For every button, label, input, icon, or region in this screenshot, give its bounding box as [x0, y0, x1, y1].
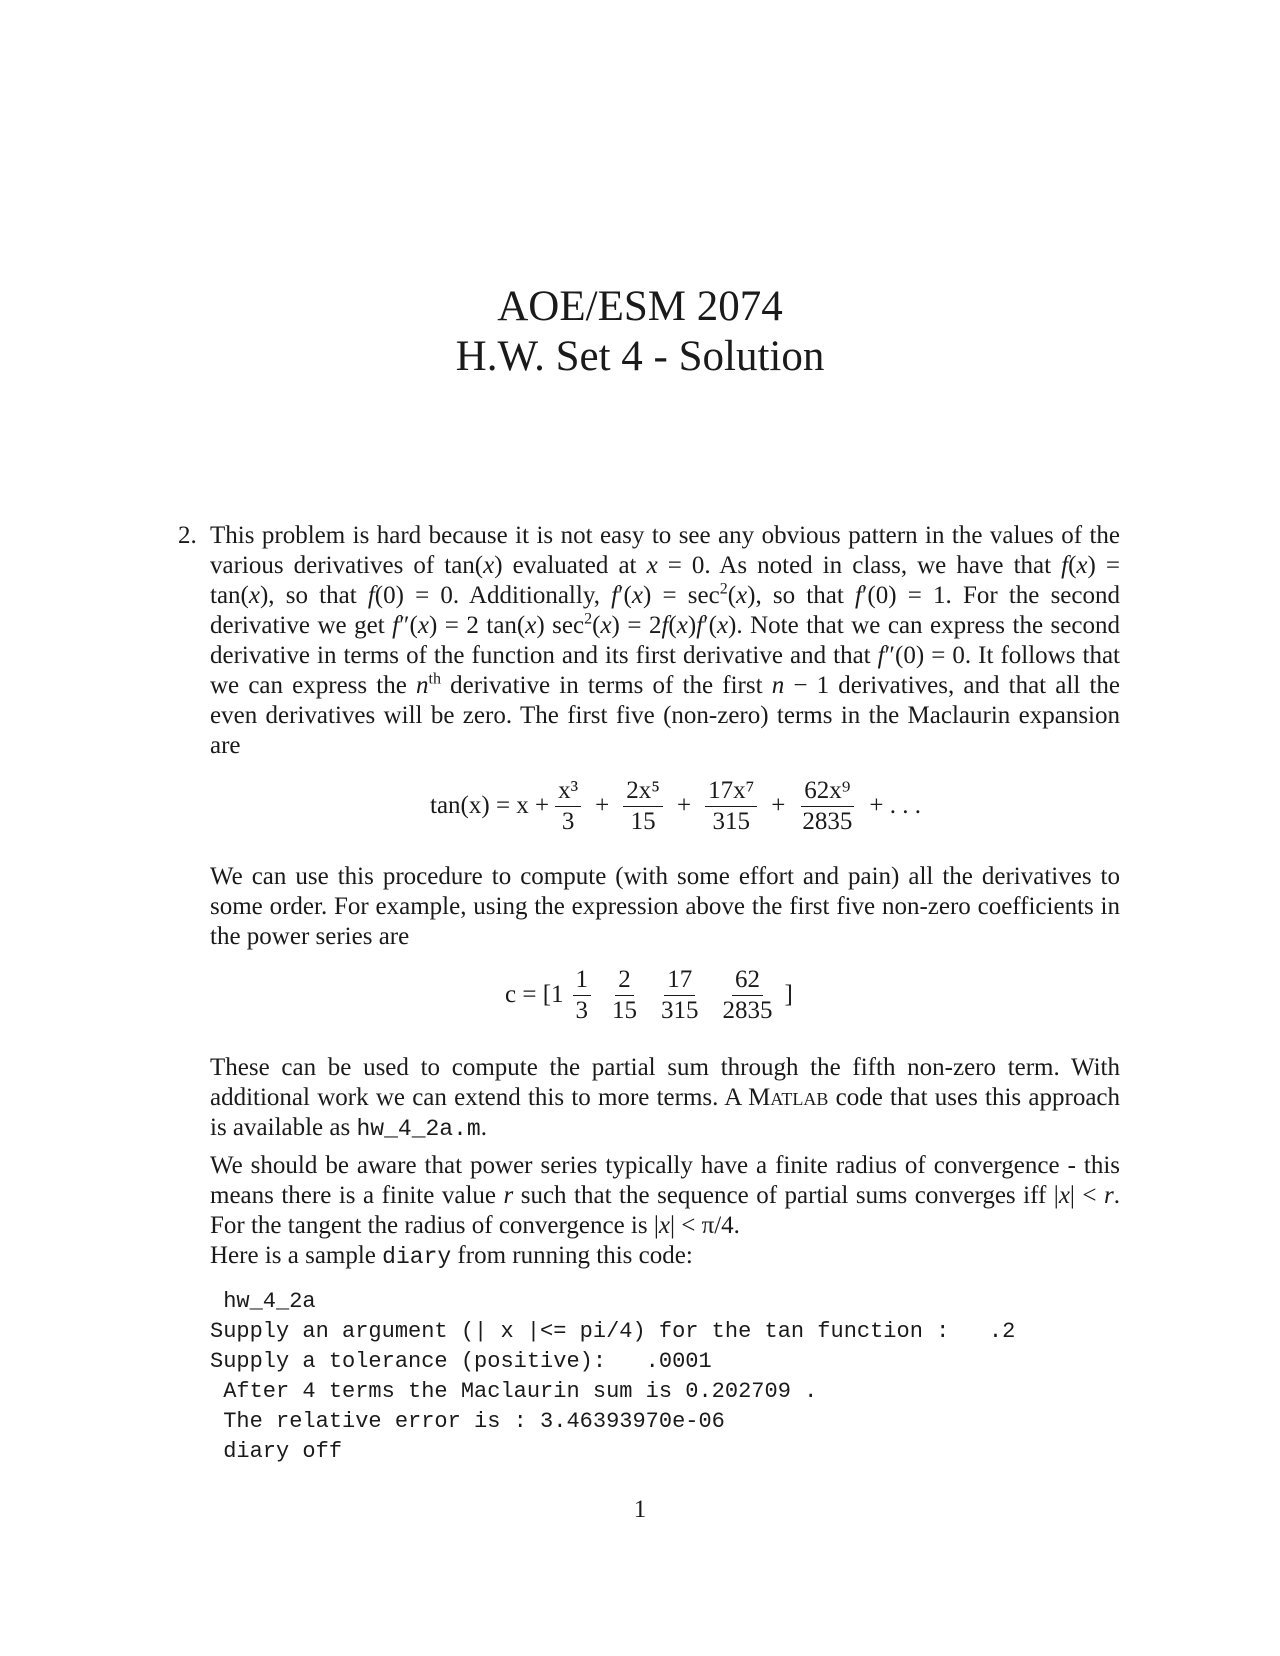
- coefficient-fraction: $\frac{62}{2835}$: [722, 965, 773, 1024]
- coefficient-vector: [505, 960, 793, 1030]
- term-fraction: $\frac{\text{62x⁹}}{2835}$: [802, 776, 853, 835]
- page-number: 1: [633, 1496, 647, 1523]
- code-line: diary off: [210, 1439, 343, 1464]
- matlab-name: Matlab: [748, 1084, 829, 1111]
- paragraph-partial-sum: These can be used to compute the partial sum through the fifth non-zero term. With additional work we can extend this to more terms. A Matlab code that uses this approach is available as hw_4_2a.m.: [210, 1054, 1121, 1142]
- vector-close: ]: [784, 981, 793, 1008]
- diary-keyword: diary: [382, 1244, 452, 1270]
- code-line: After 4 terms the Maclaurin sum is 0.202709 .: [210, 1379, 818, 1404]
- problem-number: 2.: [178, 522, 197, 549]
- paragraph-convergence: We should be aware that power series typically have a finite radius of convergence - this means there is a finite value r such that the sequence of partial sums converges iff |x| < r. For the tangent the radius of convergence is |x| < π/4.: [210, 1152, 1121, 1239]
- coefficient-fraction: $\frac{1}{3}$: [573, 965, 592, 1026]
- maclaurin-equation: tan(x) = x + $\frac{\text{x³}}{3}$ + $\frac{\text{2x⁵}}{15}$ + $\frac{\text{17x⁷}}{315}$ + $\frac{\text{62x⁹}}{2835}$ + . . .: [430, 776, 922, 835]
- equation-lhs: tan(x) = x +: [430, 792, 550, 819]
- paragraph-intro: This problem is hard because it is not easy to see any obvious pattern in the values of the various derivatives of tan(x) evaluated at x = 0. As noted in class, we have that f(x) = tan(x), so that f(0) = 0. Additionally, $f'(x) = \sec^2(x)$, so that f′(0) = 1. For the second derivative we get f″(x) = 2 tan(x) $\sec^2(x) = 2f(x)f'(x)$. Note that we can express the second derivative in terms of the function and its first derivative and that f″(0) = 0. It follows that we can express the $n^{th}$ derivative in terms of the first n − 1 derivatives, and that all the even derivatives will be zero. The first five (non-zero) terms in the Maclaurin expansion are: [210, 522, 1120, 759]
- paragraph-procedure: We can use this procedure to compute (with some effort and pain) all the derivatives to some order. For example, using the expression above the first five non-zero coefficients in the power series are: [210, 863, 1120, 950]
- course-title: AOE/ESM 2074: [497, 283, 783, 330]
- code-line: hw_4_2a: [210, 1289, 316, 1314]
- coefficient-fraction: $\frac{2}{15}$: [612, 965, 638, 1024]
- term-fraction: $\frac{\text{x³}}{3}$: [555, 776, 581, 837]
- code-line: The relative error is : 3.46393970e-06: [210, 1409, 725, 1434]
- assignment-title: H.W. Set 4 - Solution: [455, 333, 825, 380]
- code-filename: hw_4_2a.m: [356, 1116, 481, 1142]
- paragraph-diary-intro: Here is a sample diary from running this code:: [210, 1242, 693, 1270]
- term-fraction: $\frac{\text{2x⁵}}{15}$: [623, 776, 663, 837]
- code-line: Supply a tolerance (positive): .0001: [210, 1349, 712, 1374]
- coefficient-fraction: $\frac{17}{315}$: [661, 965, 699, 1024]
- term-fraction: $\frac{\text{17x⁷}}{315}$: [705, 776, 757, 837]
- vector-lhs: c = [1: [505, 981, 564, 1008]
- code-line: Supply an argument (| x |<= pi/4) for the tan function : .2: [210, 1319, 1016, 1344]
